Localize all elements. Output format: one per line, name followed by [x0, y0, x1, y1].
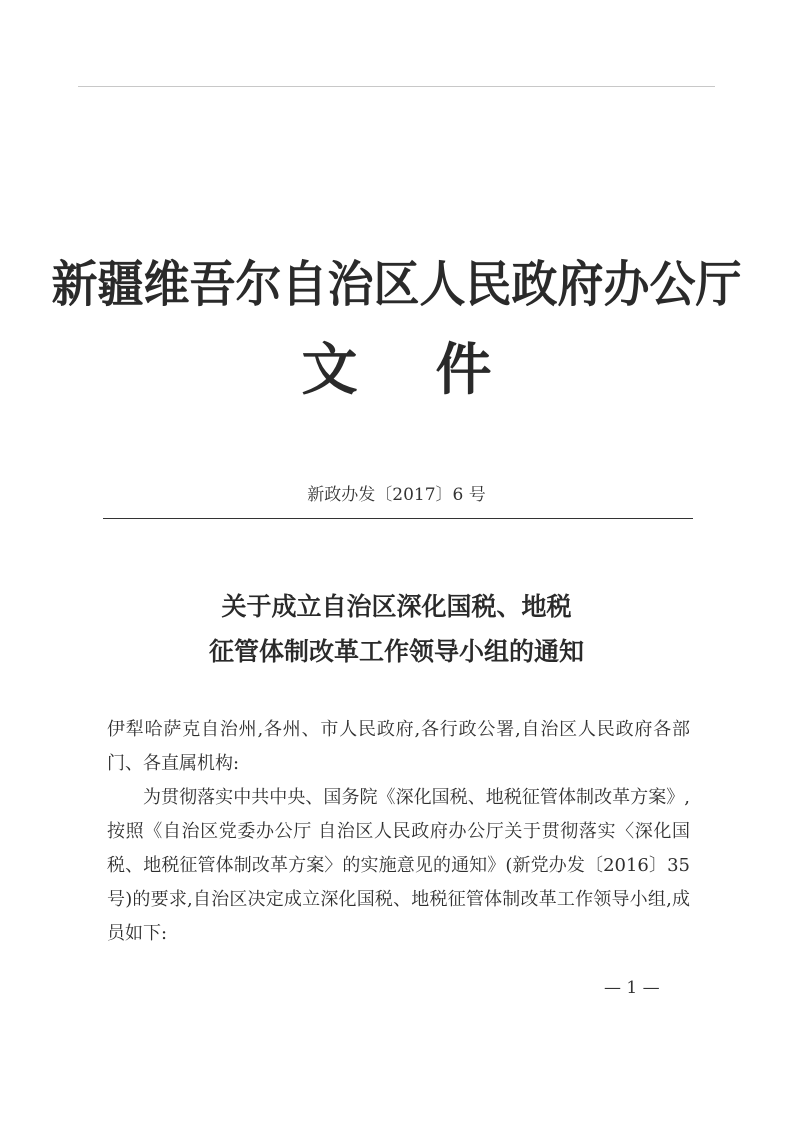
- header-separator: [103, 518, 693, 519]
- document-title-line-2: 征管体制改革工作领导小组的通知: [208, 637, 584, 666]
- top-divider: [78, 86, 715, 87]
- body-paragraph: 为贯彻落实中共中央、国务院《深化国税、地税征管体制改革方案》,按照《自治区党委办公厅 自治区人民政府办公厅关于贯彻落实〈深化国税、地税征管体制改革方案〉的实施意见的通知》(新党办发〔2016〕35 号)的要求,自治区决定成立深化国税、地税征管体制改革工作领导小组,成员如下:: [107, 787, 690, 944]
- document-body: [107, 713, 690, 951]
- document-number: 新政办发〔2017〕6 号: [307, 485, 486, 505]
- addressee: 伊犁哈萨克自治州,各州、市人民政府,各行政公署,自治区人民政府各部门、各直属机构:: [107, 719, 690, 774]
- page-number: — 1 —: [604, 978, 660, 998]
- document-type-label: 文 件: [301, 337, 492, 403]
- issuing-authority: 新疆维吾尔自治区人民政府办公厅: [51, 255, 742, 313]
- document-title-line-1: 关于成立自治区深化国税、地税: [221, 592, 572, 621]
